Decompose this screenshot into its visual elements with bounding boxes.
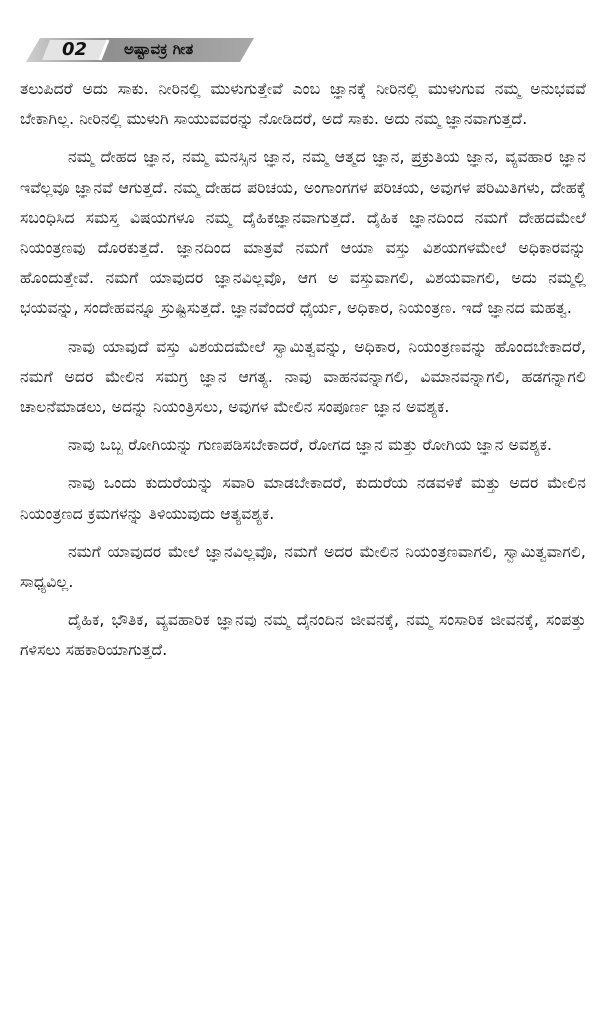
paragraph-3: ನಾವು ಯಾವುದೆ ವಸ್ತು ವಿಶಯದಮೇಲೆ ಸ್ವಾಮಿತ್ವವನ್ನು, ಅಧಿಕಾರ, ನಿಯಂತ್ರಣವನ್ನು ಹೊಂದಬೇಕಾದರೆ, ನಮಗೆ ಅದರ ಮೇಲಿನ ಸಮಗ್ರ ಜ್ಞಾನ ಆಗತ್ಯ. ನಾವು ವಾಹನವನ್ನಾಗಲಿ, ವಿಮಾನವನ್ನಾಗಲಿ, ಹಡಗನ್ನಾಗಲಿ ಚಾಲನೆಮಾಡಲು, ಅದನ್ನು ನಿಯಂತ್ರಿಸಲು, ಅವುಗಳ ಮೇಲಿನ ಸಂಪೂರ್ಣ ಜ್ಞಾನ ಅವಶ್ಯಕ. bbox=[20, 337, 586, 417]
body-text bbox=[20, 74, 586, 666]
paragraph-2: ನಮ್ಮ ದೇಹದ ಜ್ಞಾನ, ನಮ್ಮ ಮನಸ್ಸಿನ ಜ್ಞಾನ, ನಮ್ಮ ಆತ್ಮದ ಜ್ಞಾನ, ಪ್ರಕ್ರುತಿಯ ಜ್ಞಾನ, ವ್ಯವಹಾರ ಜ್ಞಾನ ಇವೆಲ್ಲವೂ ಜ್ಞಾನವೆ ಆಗುತ್ತದೆ. ನಮ್ಮ ದೇಹದ ಪರಿಚಯ, ಅಂಗಾಂಗಗಳ ಪರಿಚಯ, ಅವುಗಳ ಪರಿಮಿತಿಗಳು, ದೇಹಕ್ಕೆ ಸಬಂಧಿಸಿದ ಸಮಸ್ತ ವಿಷಯಗಳೂ ನಮ್ಮ ದೈಹಿಕಜ್ಞಾನವಾಗುತ್ತದೆ. ದೈಹಿಕ ಜ್ಞಾನದಿಂದ ನಮಗೆ ದೇಹದಮೇಲೆ ನಿಯಂತ್ರಣವು ದೊರಕುತ್ತದೆ. ಜ್ಞಾನದಿಂದ ಮಾತ್ರವೆ ನಮಗೆ ಆಯಾ ವಸ್ತು ವಿಶಯಗಳಮೇಲೆ ಅಧಿಕಾರವನ್ನು ಹೊಂದುತ್ತೇವೆ. ನಮಗೆ ಯಾವುದರ ಜ್ಞಾನವಿಲ್ಲವೊ, ಆಗ ಅ ವಸ್ತುವಾಗಲಿ, ವಿಶಯವಾಗಲಿ, ಅದು ನಮ್ಮಲ್ಲಿ ಭಯವನ್ನು, ಸಂದೇಹವನ್ನೂ ಸ್ರುಷ್ಟಿಸುತ್ತದೆ. ಜ್ಞಾನವೆಂದರೆ ಧೈರ್ಯ, ಅಧಿಕಾರ, ನಿಯಂತ್ರಣ. ಇದೆ ಜ್ಞಾನದ ಮಹತ್ವ. bbox=[20, 148, 586, 318]
paragraph-4: ನಾವು ಒಬ್ಬ ರೋಗಿಯನ್ನು ಗುಣಪಡಿಸಬೇಕಾದರೆ, ರೋಗದ ಜ್ಞಾನ ಮತ್ತು ರೋಗಿಯ ಜ್ಞಾನ ಅವಶ್ಯಕ. bbox=[68, 436, 553, 455]
running-title: ಅಷ್ಟಾವಕ್ರ ಗೀತ bbox=[124, 40, 194, 58]
paragraph-1: ತಲುಪಿದರೆ ಅದು ಸಾಕು. ನೀರಿನಲ್ಲಿ ಮುಳುಗುತ್ತೇವೆ ಎಂಬ ಜ್ಞಾನಕ್ಕೆ ನೀರಿನಲ್ಲಿ ಮುಳುಗುವ ನಮ್ಮ ಅನುಭವವೆ ಬೇಕಾಗಿಲ್ಲ. ನೀರಿನಲ್ಲಿ ಮುಳುಗಿ ಸಾಯುವವರನ್ನು ನೋಡಿದರೆ, ಅದೆ ಸಾಕು. ಅದು ನಮ್ಮ ಜ್ಞಾನವಾಗುತ್ತದೆ. bbox=[20, 80, 586, 129]
page-header bbox=[26, 36, 256, 64]
paragraph-6: ನಮಗೆ ಯಾವುದರ ಮೇಲೆ ಜ್ಞಾನವಿಲ್ಲವೊ, ನಮಗೆ ಅದರ ಮೇಲಿನ ನಿಯಂತ್ರಣವಾಗಲಿ, ಸ್ವಾಮಿತ್ವವಾಗಲಿ, ಸಾಧ್ಯವಿಲ್ಲ. bbox=[20, 542, 586, 592]
paragraph-5: ನಾವು ಒಂದು ಕುದುರೆಯನ್ನು ಸವಾರಿ ಮಾಡಬೇಕಾದರೆ, ಕುದುರೆಯ ನಡವಳಿಕೆ ಮತ್ತು ಅದರ ಮೇಲಿನ ನಿಯಂತ್ರಣದ ಕ್ರಮಗಳನ್ನು ತಿಳಿಯುವುದು ಆತ್ಯವಶ್ಯಕ. bbox=[20, 474, 586, 523]
paragraph-7: ದೈಹಿಕ, ಭೌತಿಕ, ವ್ಯವಹಾರಿಕ ಜ್ಞಾನವು ನಮ್ಮ ದೈನಂದಿನ ಜೀವನಕ್ಕೆ, ನಮ್ಮ ಸಂಸಾರಿಕ ಜೀವನಕ್ಕೆ, ಸಂಪತ್ತು ಗಳಿಸಲು ಸಹಕಾರಿಯಾಗುತ್ತದೆ. bbox=[20, 611, 586, 660]
page-number: 02 bbox=[62, 39, 88, 60]
